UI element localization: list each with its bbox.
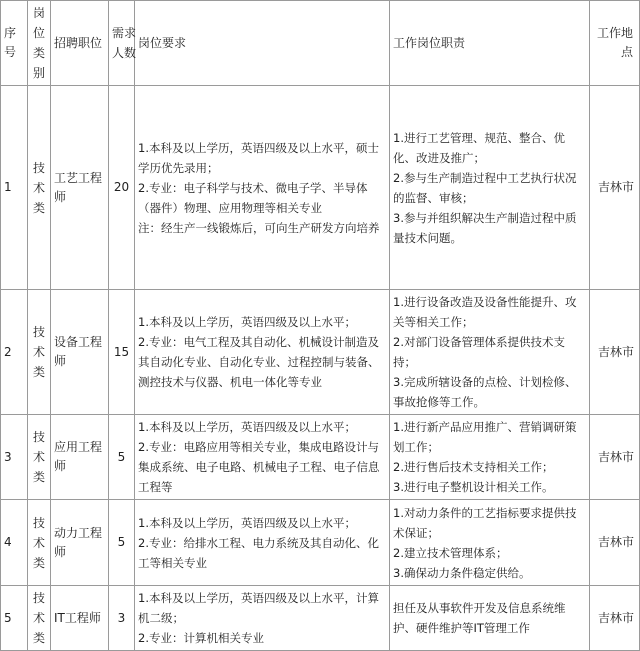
table-row <box>1 86 640 290</box>
cell-duties <box>390 500 590 586</box>
header-count: 需求人数 <box>109 1 135 86</box>
table-row <box>1 586 640 651</box>
header-row <box>1 1 640 86</box>
header-seq: 序号 <box>1 1 28 86</box>
cell-category: 技术类 <box>28 586 51 651</box>
header-duties: 工作岗位职责 <box>390 1 590 86</box>
cell-seq: 5 <box>1 586 28 651</box>
cell-position: 动力工程师 <box>51 500 109 586</box>
requirement-line: 2.专业：电子科学与技术、微电子学、半导体（器件）物理、应用物理等相关专业 <box>138 180 368 215</box>
requirement-line: 1.本科及以上学历，英语四级及以上水平； <box>138 420 356 434</box>
duty-line: 3.参与并组织解决生产制造过程中质量技术问题。 <box>393 210 577 245</box>
cell-seq: 4 <box>1 500 28 586</box>
duty-line: 1.进行设备改造及设备性能提升、攻关等相关工作； <box>393 295 577 329</box>
cell-requirements <box>135 586 390 651</box>
header-category: 岗位类别 <box>28 1 51 86</box>
header-requirements: 岗位要求 <box>135 1 390 86</box>
cell-category: 技术类 <box>28 415 51 500</box>
requirement-line: 2.专业：给排水工程、电力系统及其自动化、化工等相关专业 <box>138 535 379 570</box>
cell-location: 吉林市 <box>590 500 640 586</box>
cell-duties <box>390 586 590 651</box>
duty-line: 2.建立技术管理体系； <box>393 545 508 560</box>
requirement-line: 1.本科及以上学历，英语四级及以上水平，计算机二级； <box>138 591 379 625</box>
cell-count: 15 <box>109 290 135 415</box>
header-location: 工作地点 <box>590 1 640 86</box>
duty-line: 3.确保动力条件稳定供给。 <box>393 565 531 580</box>
cell-category: 技术类 <box>28 500 51 586</box>
cell-category: 技术类 <box>28 86 51 290</box>
duty-line: 担任及从事软件开发及信息系统维护、硬件维护等IT管理工作 <box>393 601 566 635</box>
duty-line: 2.参与生产制造过程中工艺执行状况的监督、审核； <box>393 170 577 205</box>
cell-requirements <box>135 500 390 586</box>
duty-line: 1.对动力条件的工艺指标要求提供技术保证； <box>393 505 577 540</box>
header-position: 招聘职位 <box>51 1 109 86</box>
cell-seq: 1 <box>1 86 28 290</box>
cell-position: 应用工程师 <box>51 415 109 500</box>
requirement-line: 2.专业：计算机相关专业 <box>138 631 264 645</box>
cell-duties <box>390 86 590 290</box>
cell-seq: 3 <box>1 415 28 500</box>
cell-position: IT工程师 <box>51 586 109 651</box>
requirement-line: 2.专业：电路应用等相关专业，集成电路设计与集成系统、电子电路、机械电子工程、电子信息工程等 <box>138 440 380 494</box>
table-row <box>1 290 640 415</box>
cell-location: 吉林市 <box>590 415 640 500</box>
cell-requirements <box>135 415 390 500</box>
duty-line: 3.完成所辖设备的点检、计划检修、事故抢修等工作。 <box>393 375 577 409</box>
duty-line: 1.进行新产品应用推广、营销调研策划工作； <box>393 420 577 454</box>
cell-count: 5 <box>109 415 135 500</box>
cell-category: 技术类 <box>28 290 51 415</box>
table-row <box>1 500 640 586</box>
cell-count: 20 <box>109 86 135 290</box>
cell-duties <box>390 415 590 500</box>
cell-location: 吉林市 <box>590 586 640 651</box>
cell-location: 吉林市 <box>590 86 640 290</box>
duty-line: 3.进行电子整机设计相关工作。 <box>393 480 554 494</box>
cell-requirements <box>135 290 390 415</box>
cell-position: 设备工程师 <box>51 290 109 415</box>
cell-location: 吉林市 <box>590 290 640 415</box>
cell-position: 工艺工程师 <box>51 86 109 290</box>
duty-line: 2.对部门设备管理体系提供技术支持； <box>393 335 565 369</box>
table-row <box>1 415 640 500</box>
cell-count: 3 <box>109 586 135 651</box>
requirement-note: 注：经生产一线锻炼后，可向生产研发方向培养 <box>138 220 380 235</box>
cell-requirements <box>135 86 390 290</box>
requirement-line: 1.本科及以上学历，英语四级及以上水平，硕士学历优先录用； <box>138 140 379 175</box>
cell-seq: 2 <box>1 290 28 415</box>
requirement-line: 1.本科及以上学历，英语四级及以上水平； <box>138 515 356 530</box>
cell-duties <box>390 290 590 415</box>
duty-line: 1.进行工艺管理、规范、整合、优化、改进及推广； <box>393 130 565 165</box>
cell-count: 5 <box>109 500 135 586</box>
requirement-line: 1.本科及以上学历，英语四级及以上水平； <box>138 315 356 329</box>
requirement-line: 2.专业：电气工程及其自动化、机械设计制造及其自动化专业、自动化专业、过程控制与装备、测控技术与仪器、机电一体化等专业 <box>138 335 380 389</box>
duty-line: 2.进行售后技术支持相关工作； <box>393 460 554 474</box>
